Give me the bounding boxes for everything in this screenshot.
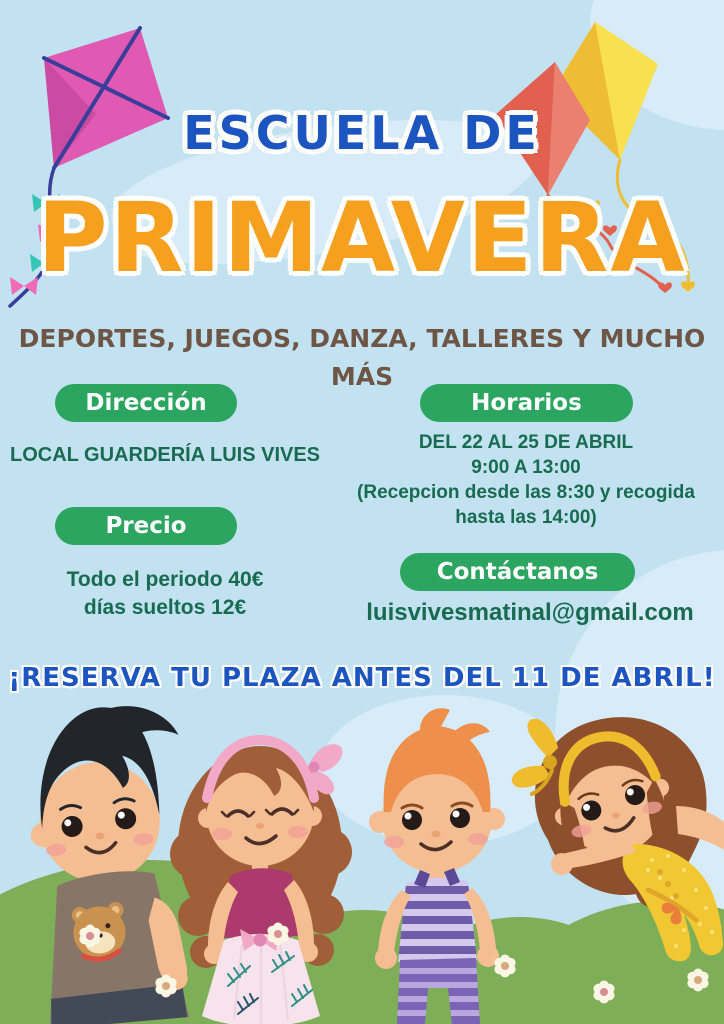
title-main: PRIMAVERA — [37, 182, 687, 294]
horarios-line: hasta las 14:00) — [455, 507, 597, 528]
direccion-label: Dirección — [85, 390, 207, 416]
precio-pill — [55, 507, 237, 545]
horarios-line: 9:00 A 13:00 — [471, 457, 581, 478]
children-garden-illustration — [0, 694, 724, 1024]
horarios-pill — [420, 384, 633, 422]
horarios-text — [340, 430, 712, 530]
cta-text: ¡RESERVA TU PLAZA ANTES DEL 11 DE ABRIL! — [8, 663, 716, 693]
horarios-line: (Recepcion desde las 8:30 y recogida — [357, 482, 695, 503]
precio-line: Todo el periodo 40€ — [66, 568, 264, 591]
contacto-label: Contáctanos — [436, 559, 599, 585]
precio-text — [0, 566, 330, 622]
subtitle-line-1: DEPORTES, JUEGOS, DANZA, TALLERES Y MUCHO — [18, 324, 706, 353]
contact-email: luisvivesmatinal@gmail.com — [366, 599, 694, 626]
subtitle-line-2: MÁS — [330, 362, 394, 391]
direccion-text: LOCAL GUARDERÍA LUIS VIVES — [9, 444, 321, 466]
title-top: ESCUELA DE — [183, 106, 541, 160]
precio-label: Precio — [105, 513, 187, 539]
horarios-line: DEL 22 AL 25 DE ABRIL — [418, 432, 634, 453]
direccion-pill — [55, 384, 237, 422]
precio-line: días sueltos 12€ — [83, 596, 247, 619]
contacto-pill — [400, 553, 635, 591]
horarios-label: Horarios — [471, 390, 582, 416]
